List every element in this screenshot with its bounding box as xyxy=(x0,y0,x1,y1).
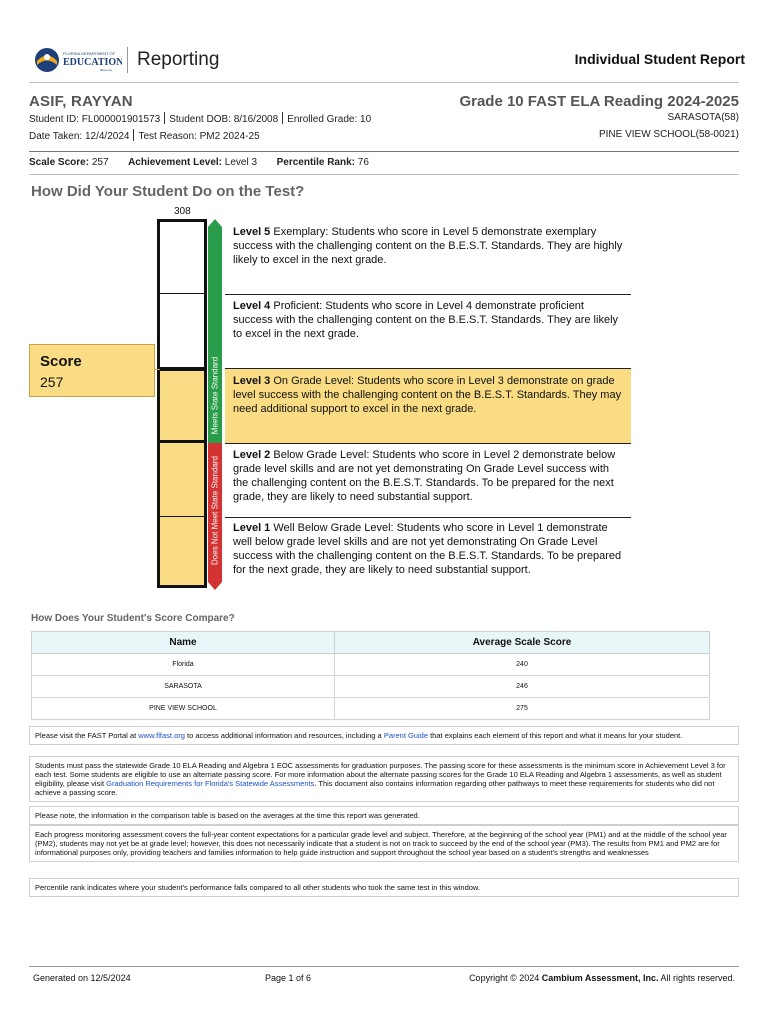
note-fast-portal xyxy=(29,726,739,745)
date-taken: Date Taken: 12/4/2024 xyxy=(29,131,130,142)
parent-guide-link[interactable]: Parent Guide xyxy=(383,731,429,740)
row-score: 275 xyxy=(335,698,710,720)
row-name: Florida xyxy=(32,654,335,676)
level-text: Well Below Grade Level: Students who score in Level 1 demonstrate well below grade level skills and are not yet demonstrating On Grade Level success with the challenging content on the B.E.S.T. Standards. To be prepared for the next grade, they are likely to need substantial support. xyxy=(233,522,622,576)
note-text: to access additional information and resources, including a xyxy=(184,731,384,740)
student-id: Student ID: FL000001901573 xyxy=(29,114,161,125)
score-pointer-line xyxy=(155,369,160,370)
report-title: Individual Student Report xyxy=(574,51,745,67)
level-2-description xyxy=(233,448,623,504)
info-rule xyxy=(29,151,739,152)
enrolled-grade: Enrolled Grade: 10 xyxy=(287,114,372,125)
page-number: Page 1 of 6 xyxy=(265,973,312,983)
percentile-rank-value: 76 xyxy=(357,157,369,168)
level-text: Below Grade Level: Students who score in Level 2 demonstrate below grade level skills and are not yet demonstrating On Grade Level success with the challenging content on the B.E.S.T. Standards. To be prepared for the next grade, they are likely to need substantial support. xyxy=(233,449,616,503)
test-name: Grade 10 FAST ELA Reading 2024-2025 xyxy=(459,93,739,110)
column-header-average: Average Scale Score xyxy=(335,632,710,654)
level-4-description xyxy=(233,299,623,341)
header-divider xyxy=(127,47,128,73)
achievement-level-label: Achievement Level: xyxy=(128,157,223,168)
separator xyxy=(133,129,134,141)
level-5-box xyxy=(157,219,207,294)
fdoe-logo xyxy=(34,46,122,74)
district: SARASOTA(58) xyxy=(667,112,739,123)
level-3-description xyxy=(233,374,623,416)
compare-table xyxy=(31,631,710,720)
row-score: 240 xyxy=(335,654,710,676)
school: PINE VIEW SCHOOL(58-0021) xyxy=(598,129,739,140)
level-title: Level 4 xyxy=(233,300,271,312)
note-text: . This document also contains information regarding other pathways to meet these requirements for students who did not achieve a passing score. xyxy=(35,779,715,797)
note-text: Each progress monitoring assessment covers the full-year content expectations for a particular grade level and subject. Therefore, at the beginning of the school year (PM1) and at the middle of the school year (PM2), students may not yet be at grade level; however, this does not necessarily indicate that a student is not on track to succeed by the end of the school year (PM3). The results from PM1 and PM2 are for informational purposes only, providing teachers and families information to help guide instruction and support throughout the school year based on a student's strengths and weaknesses xyxy=(35,830,727,857)
header-rule xyxy=(29,82,739,83)
graduation-requirements-link[interactable]: Graduation Requirements for Florida's Statewide Assessments xyxy=(106,779,315,788)
note-text: Percentile rank indicates where your student's performance falls compared to all other students who took the same test in this window. xyxy=(35,883,480,892)
level-1-description xyxy=(233,521,623,577)
separator xyxy=(282,112,283,124)
row-name: PINE VIEW SCHOOL xyxy=(32,698,335,720)
fdoe-seal-icon xyxy=(34,46,122,74)
svg-text:fldoe.org: fldoe.org xyxy=(100,68,112,72)
level-title: Level 3 xyxy=(233,375,271,387)
level-title: Level 5 xyxy=(233,226,271,238)
score-summary xyxy=(29,157,369,168)
student-dob: Student DOB: 8/16/2008 xyxy=(169,114,279,125)
note-text: that explains each element of this report and what it means for your student. xyxy=(428,731,683,740)
note-percentile xyxy=(29,878,739,897)
note-graduation xyxy=(29,756,739,802)
summary-rule xyxy=(29,174,739,175)
scale-score-value: 257 xyxy=(91,157,109,168)
level-2-box xyxy=(157,443,207,517)
score-label: Score xyxy=(40,353,82,370)
not-meets-standard-label: Does Not Meet State Standard xyxy=(210,456,220,565)
copyright-text: All rights reserved. xyxy=(658,973,735,983)
column-header-name: Name xyxy=(32,632,335,654)
generated-date: Generated on 12/5/2024 xyxy=(33,973,131,983)
student-details-line2 xyxy=(29,129,260,142)
achievement-level-value: Level 3 xyxy=(224,157,258,168)
cut-score-308: 308 xyxy=(174,206,191,217)
table-row xyxy=(32,654,710,676)
band-divider xyxy=(225,443,631,444)
band-divider xyxy=(225,294,631,295)
copyright-company: Cambium Assessment, Inc. xyxy=(541,973,659,983)
svg-text:FLORIDA DEPARTMENT OF: FLORIDA DEPARTMENT OF xyxy=(63,51,116,56)
level-text: Proficient: Students who score in Level 4 demonstrate proficient success with the challenging content on the B.E.S.T. Standards. They are likely to excel in the next grade. xyxy=(233,300,619,340)
table-row xyxy=(32,676,710,698)
percentile-rank-label: Percentile Rank: xyxy=(276,157,355,168)
app-name: Reporting xyxy=(137,49,220,70)
note-text: Please visit the FAST Portal at xyxy=(35,731,139,740)
table-row xyxy=(32,698,710,720)
section-title: How Did Your Student Do on the Test? xyxy=(31,183,305,200)
svg-text:EDUCATION: EDUCATION xyxy=(63,57,122,68)
level-title: Level 2 xyxy=(233,449,271,461)
band-divider xyxy=(225,517,631,518)
level-title: Level 1 xyxy=(233,522,271,534)
level-text: On Grade Level: Students who score in Level 3 demonstrate on grade level success with the challenging content on the B.E.S.T. Standards. They may need additional support to excel in the next grade. xyxy=(233,375,622,415)
band-divider xyxy=(225,368,631,369)
level-4-box xyxy=(157,294,207,368)
student-name: ASIF, RAYYAN xyxy=(29,93,133,110)
copyright-text: Copyright © 2024 xyxy=(469,973,542,983)
row-score: 246 xyxy=(335,676,710,698)
compare-title: How Does Your Student's Score Compare? xyxy=(31,613,235,624)
meets-standard-label: Meets State Standard xyxy=(210,356,220,435)
separator xyxy=(164,112,165,124)
level-1-box xyxy=(157,517,207,588)
note-text: Please note, the information in the comparison table is based on the averages at the time this report was generated. xyxy=(35,811,420,820)
score-value: 257 xyxy=(40,374,64,390)
note-progress-monitoring xyxy=(29,825,739,862)
student-score-box xyxy=(29,344,155,397)
fast-portal-link[interactable]: www.flfast.org xyxy=(138,731,185,740)
row-name: SARASOTA xyxy=(32,676,335,698)
footer-rule xyxy=(29,966,739,967)
note-text: Students must pass the statewide Grade 10 ELA Reading and Algebra 1 EOC assessments for graduation purposes. The passing score for these assessments is the minimum score in Achievement Level 3 for each test. Some students are eligible to use an alternate passing score. For more information about the alternate passing scores for the Grade 10 ELA Reading and Algebra 1 assessments, as well as student eligibility, please visit xyxy=(35,761,726,788)
level-text: Exemplary: Students who score in Level 5 demonstrate exemplary success with the challenging content on the B.E.S.T. Standards. They are highly likely to excel in the next grade. xyxy=(233,226,623,266)
student-details-line1 xyxy=(29,112,371,125)
level-3-box xyxy=(157,368,207,443)
scale-score-label: Scale Score: xyxy=(29,157,90,168)
table-header-row xyxy=(32,632,710,654)
test-reason: Test Reason: PM2 2024-25 xyxy=(138,131,260,142)
copyright xyxy=(469,973,735,983)
level-5-description xyxy=(233,225,623,267)
note-comparison-table xyxy=(29,806,739,825)
